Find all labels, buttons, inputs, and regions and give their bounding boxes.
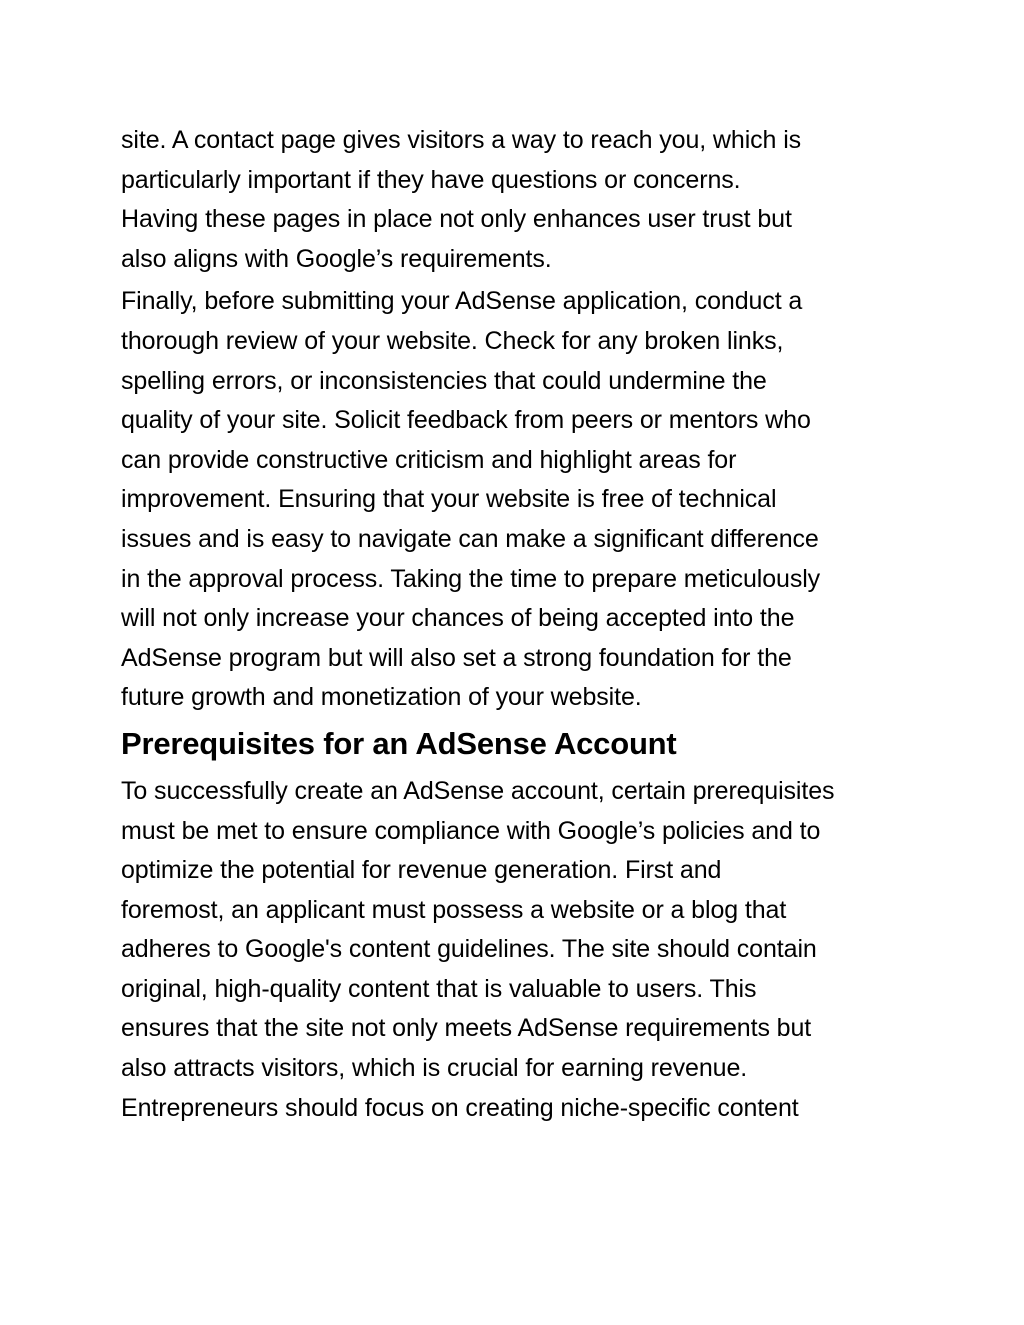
text-line: original, high-quality content that is valuable to users. This (121, 974, 757, 1003)
text-line: adheres to Google's content guidelines. The site should contain (121, 935, 817, 964)
text-line: quality of your site. Solicit feedback from peers or mentors who (121, 406, 811, 435)
section-heading: Prerequisites for an AdSense Account (121, 725, 677, 761)
text-line: improvement. Ensuring that your website is free of technical (121, 485, 777, 514)
text-line: also attracts visitors, which is crucial for earning revenue. (121, 1054, 748, 1083)
paragraph-contact-page (121, 121, 911, 279)
text-line: spelling errors, or inconsistencies that could undermine the (121, 366, 767, 395)
text-line: issues and is easy to navigate can make a significant difference (121, 524, 819, 553)
text-line: site. A contact page gives visitors a way to reach you, which is (121, 126, 802, 154)
text-line: also aligns with Google’s requirements. (121, 244, 552, 273)
text-line: Entrepreneurs should focus on creating niche-specific content (121, 1093, 799, 1122)
text-line: must be met to ensure compliance with Google’s policies and to (121, 816, 821, 845)
text-line: foremost, an applicant must possess a website or a blog that (121, 895, 787, 924)
text-line: can provide constructive criticism and highlight areas for (121, 445, 737, 474)
text-line: thorough review of your website. Check for any broken links, (121, 326, 784, 355)
text-line: To successfully create an AdSense account, certain prerequisites (121, 776, 835, 805)
text-line: will not only increase your chances of being accepted into the (121, 604, 795, 633)
text-line: in the approval process. Taking the time to prepare meticulously (121, 564, 821, 593)
document-page (121, 121, 911, 1128)
text-line: AdSense program but will also set a strong foundation for the (121, 643, 792, 672)
paragraph-final-review (121, 282, 911, 718)
text-line: Finally, before submitting your AdSense application, conduct a (121, 287, 803, 316)
text-line: ensures that the site not only meets AdSense requirements but (121, 1014, 812, 1043)
text-line: optimize the potential for revenue generation. First and (121, 856, 722, 885)
text-line: particularly important if they have questions or concerns. (121, 165, 741, 194)
text-line: future growth and monetization of your website. (121, 683, 642, 712)
paragraph-prerequisites (121, 772, 911, 1128)
text-line: Having these pages in place not only enhances user trust but (121, 205, 792, 234)
